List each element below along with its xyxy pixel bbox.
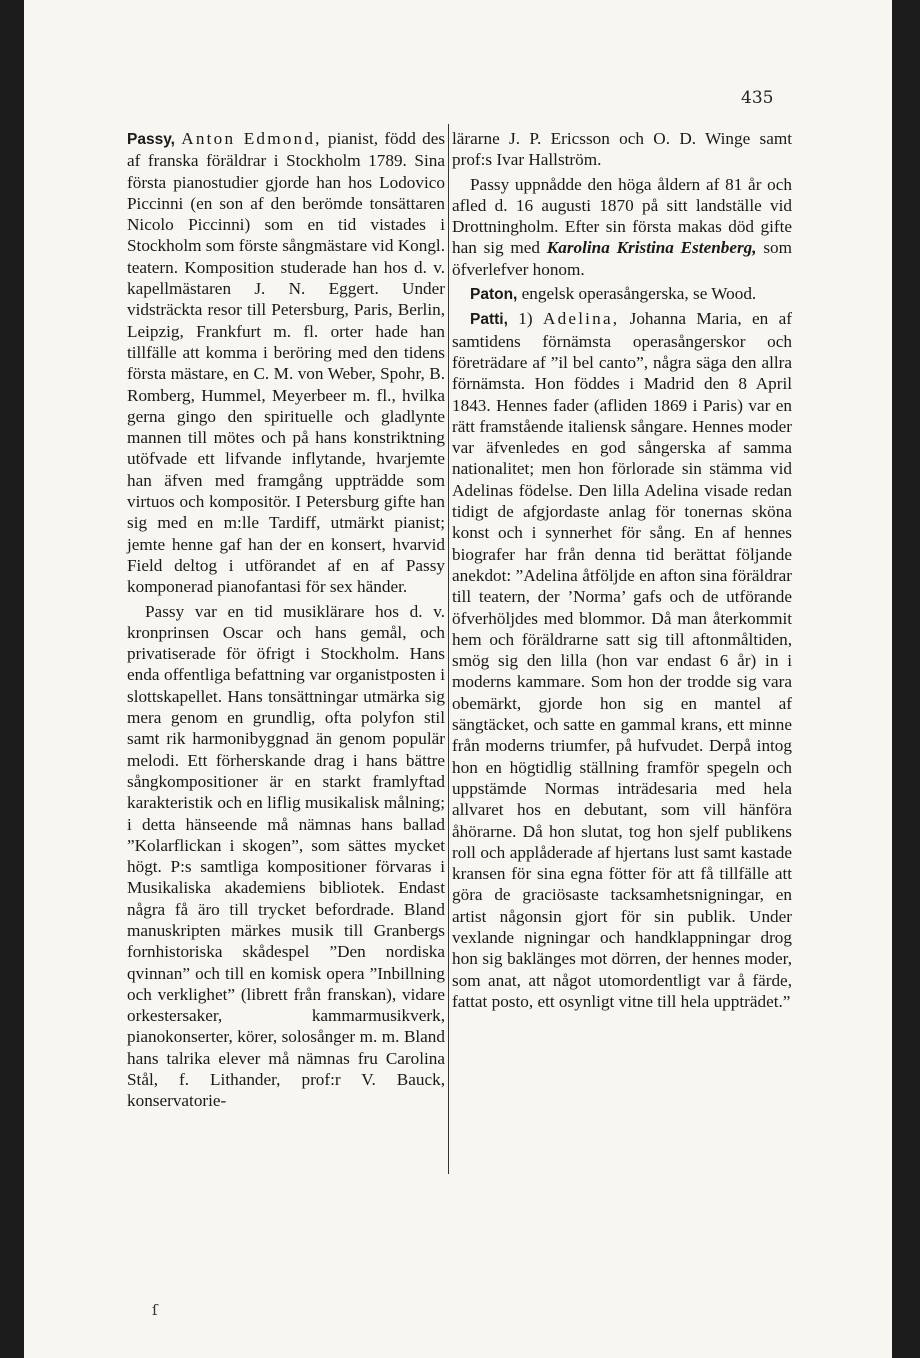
stray-mark: ſ	[152, 1301, 158, 1319]
entry-patti-text: Johanna Maria, en af samtidens förnämsta operasångerskor och företrädare af ”il bel canto”, några säga den allra förnämsta. Hon föddes i Madrid den 8 April 1843. Hennes fader (afliden 1869 i Paris) var en rätt framstående italiensk sångare. Hennes moder var äfvenledes en god sångerska af samma nationalitet; men hon förlorade sin stämma vid Adelinas födelse. Den lilla Adelina visade redan tidigt de afgjordaste anlag för tonernas sköna konst och i synnerhet för sång. En af hennes biografer har från denna tid berättat följande anekdot: ”Adelina åtföljde en afton sina föräldrar till teatern, der ’Norma’ gafs och de utförande öfverhöljdes med blommor. Då man återkommit hem och föräldrarne satt sig till aftonmåltiden, smög sig den lilla (hon var endast 6 år) in i moderns kammare. Som hon der trodde sig vara obemärkt, gjorde hon sig en mantel af sängtäcket, och satte en gammal krans, ett minne från moderns triumfer, på hufvudet. Derpå intog hon en högtidlig ställning framför spegeln och uppstämde Normas inträdesaria med hela allvaret hos en debutant, som vill hänföra åhörarne. Då hon slutat, tog hon sjelf publikens roll och applåderade af hjertans lust samt kastade kransen för sina egna fötter för att få tillfälle att göra de graciösaste tacksamhetsnigningar, en artist någonsin gjort för sin publik. Under vexlande nigningar och handklappningar drog hon sig baklänges mot dörren, der hennes moder, som anat, att något utomordentligt var å färde, fattat posto, ett osynligt vitne till hela uppträdet.”	[452, 309, 792, 1011]
paragraph-passy-career: Passy var en tid musiklärare hos d. v. kronprinsen Oscar och hans gemål, och privatiserade för öfrigt i Stockholm. Hans enda offentliga befattning var organistposten i slottskapellet. Hans tonsättningar utmärka sig mera genom en grundlig, ofta polyfon stil samt rik harmonibyggnad än genom populär melodi. Ett förherskande drag i hans bättre sångkompositioner är en starkt framlyftad karakteristik och en liflig musikalisk målning; i detta hänseende må nämnas hans ballad ”Kolarflickan i skogen”, som sättes mycket högt. P:s samtliga kompositioner förvaras i Musikaliska akademiens bibliotek. Endast några få äro till trycket befordrade. Bland manuskripten märkes musik till Granbergs fornhistoriska skådespel ”Den nordiska qvinnan” och till en komisk opera ”Inbillning och verklighet” (librett från franskan), vidare orkestersaker, kammarmusikverk, pianokonserter, körer, solosånger m. m. Bland hans talrika elever må nämnas fru Carolina Stål, f. Lithander, prof:r V. Bauck, konservatorie-	[127, 601, 445, 1111]
paragraph-passy-death	[452, 174, 792, 280]
column-divider	[448, 124, 449, 1174]
headword-paton: Paton,	[470, 286, 518, 304]
right-column	[452, 128, 792, 1015]
headword-patti: Patti,	[470, 311, 508, 329]
patti-number: 1)	[507, 309, 543, 329]
passy-wife-name: Karolina Kristina Estenberg,	[546, 238, 757, 258]
name-anton-edmond: Anton Edmond,	[181, 129, 322, 148]
entry-passy	[127, 128, 445, 598]
passy-death-text: Passy uppnådde den höga åldern af 81 år och afled d. 16 augusti 1870 på sitt landställe vid Drottningholm. Efter sin första makas död gifte han sig med	[452, 174, 792, 258]
entry-paton	[452, 283, 792, 305]
entry-passy-text: pianist, född des af franska föräldrar i Stockholm 1789. Sina första pianostudier gjorde han hos Lodovico Piccinni (en son af den berömde tonsättaren Nicolo Piccinni) som en tid vistades i Stockholm som förste sångmästare vid Kongl. teatern. Komposition studerade han hos d. v. kapellmästaren J. N. Eggert. Under vidsträckta resor till Petersburg, Paris, Berlin, Leipzig, Frankfurt m. fl. orter hade han tillfälle att komma i beröring med den tidens första mästare, en C. M. von Weber, Spohr, B. Romberg, Hummel, Meyerbeer m. fl., hvilka gerna gingo den spirituelle och gladlynte mannen till mötes och på hans konstriktning utöfvade ett lifvande inflytande, hvarjemte han äfven med framgång uppträdde som virtuos och kompositör. I Petersburg gifte han sig med en m:lle Tardiff, utmärkt pianist; jemte henne gaf han der en konsert, hvarvid Field deltog i utförandet af en af Passy komponerad pianofantasi för sex händer.	[127, 129, 446, 597]
paragraph-passy-tail: lärarne J. P. Ericsson och O. D. Winge samt prof:s Ivar Hallström.	[452, 129, 792, 170]
book-page	[24, 0, 892, 1358]
headword-passy: Passy,	[127, 131, 175, 148]
entry-patti	[452, 308, 792, 1012]
page-number: 435	[741, 88, 774, 108]
name-adelina: Adelina,	[542, 309, 620, 329]
passy-death-text-end: som öfverlefver honom.	[452, 238, 792, 279]
entry-paton-text: engelsk operasångerska, se Wood.	[517, 284, 757, 304]
left-column	[127, 128, 445, 1115]
